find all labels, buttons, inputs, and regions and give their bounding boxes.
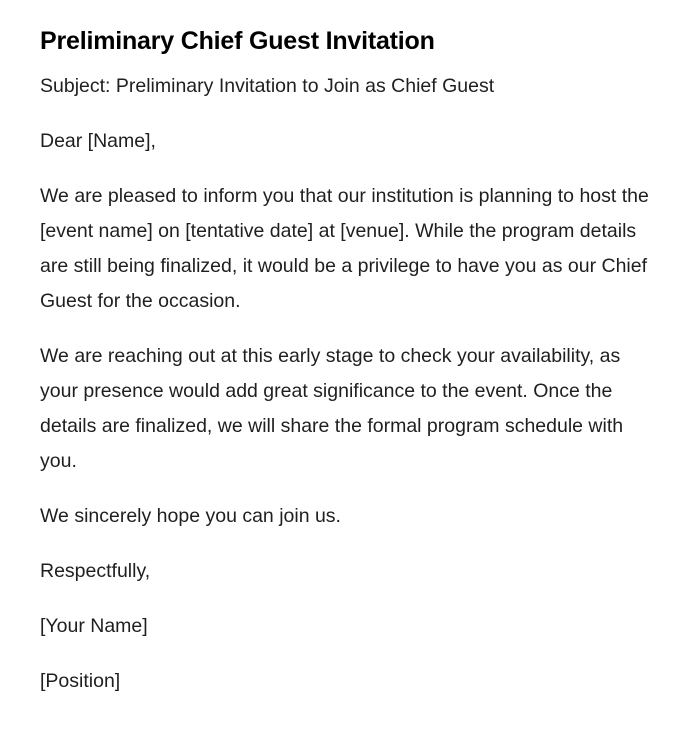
closing: Respectfully, bbox=[40, 560, 151, 582]
body-paragraph-1: We are pleased to inform you that our institution is planning to host the [event name] on [tentative date] at [venue]. While the program details are still being finalized, it would be a privilege to have you as our Chief Guest for the occasion. bbox=[40, 185, 649, 312]
sender-name: [Your Name] bbox=[40, 615, 148, 637]
greeting: Dear [Name], bbox=[40, 130, 156, 152]
subject-line: Subject: Preliminary Invitation to Join as Chief Guest bbox=[40, 75, 495, 97]
document-title: Preliminary Chief Guest Invitation bbox=[40, 27, 435, 55]
body-paragraph-2: We are reaching out at this early stage to check your availability, as your presence would add great significance to the event. Once the details are finalized, we will share the formal program schedule with you. bbox=[40, 345, 624, 472]
sender-position: [Position] bbox=[40, 670, 121, 692]
body-paragraph-3: We sincerely hope you can join us. bbox=[40, 505, 341, 527]
